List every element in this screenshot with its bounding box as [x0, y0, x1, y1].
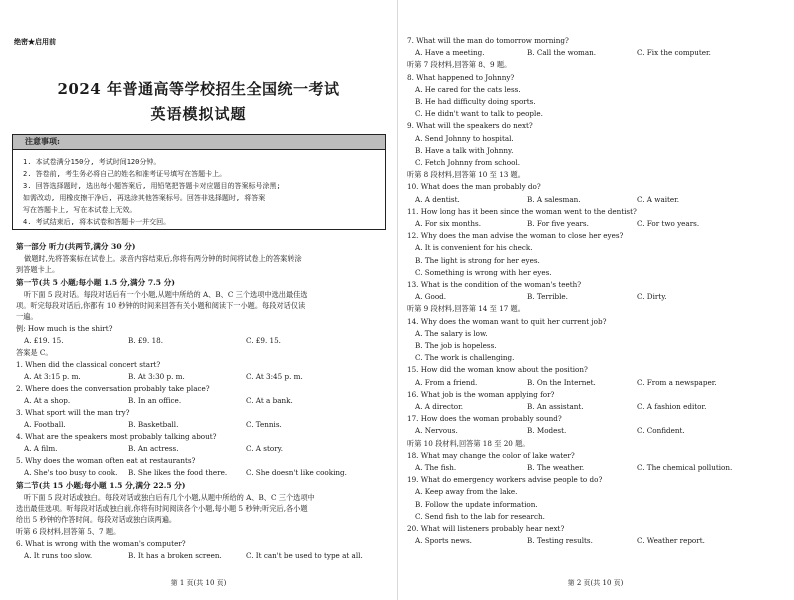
option-b: B. Terrible.	[527, 292, 568, 302]
option-c: C. Confident.	[637, 426, 685, 436]
option-c: C. For two years.	[637, 219, 700, 228]
example-answer: 答案是 C。	[16, 348, 53, 357]
exam-subtitle: 英语模拟试题	[150, 105, 247, 123]
question-1: 1. When did the classical concert start?	[16, 360, 161, 369]
option-b: B. On the Internet.	[527, 377, 596, 387]
option-a: A. A dentist.	[415, 194, 460, 204]
question: 20. What will listeners probably hear next?	[407, 524, 565, 533]
notice-box	[12, 134, 386, 230]
example-question: 例: How much is the shirt?	[16, 324, 113, 333]
option-b: B. For five years.	[527, 219, 589, 228]
section2-intro-line: 听下面 5 段对话或独白。每段对话或独白后有几个小题,从题中所给的 A、B、C 三个选项中	[24, 493, 315, 502]
question-2: 2. Where does the conversation probably take place?	[16, 384, 210, 393]
q4-option-b: B. An actress.	[128, 444, 179, 453]
notice-title: 注意事项:	[25, 136, 60, 146]
option-a: A. The fish.	[415, 463, 457, 472]
option-a: A. For six months.	[415, 219, 481, 228]
section1-intro-line: 一遍。	[16, 312, 38, 321]
exam-title: 2024 年普通高等学校招生全国统一考试	[57, 80, 340, 98]
answer-option: C. He didn't want to talk to people.	[415, 109, 543, 119]
option-c: C. Weather report.	[637, 536, 705, 546]
option-c: C. Dirty.	[637, 292, 667, 302]
question-6: 6. What is wrong with the woman's computer?	[16, 539, 186, 548]
answer-option: C. Send fish to the lab for research.	[415, 511, 545, 521]
q1-option-a: A. At 3:15 p. m.	[24, 372, 81, 381]
answer-option: B. The job is hopeless.	[415, 341, 497, 350]
q2-option-a: A. At a shop.	[24, 396, 71, 405]
page-footer: 第 1 页(共 10 页)	[170, 579, 227, 587]
option-b: B. A salesman.	[527, 194, 581, 204]
answer-option: B. Have a talk with Johnny.	[415, 145, 514, 155]
q3-option-a: A. Football.	[24, 420, 66, 429]
listening-note: 听第 8 段材料,回答第 10 至 13 题。	[407, 170, 525, 180]
section2-note: 听第 6 段材料,回答第 5、7 题。	[16, 527, 121, 536]
section2-title: 第二节(共 15 小题;每小题 1.5 分,满分 22.5 分)	[16, 481, 186, 490]
page-footer: 第 2 页(共 10 页)	[567, 579, 624, 587]
q1-option-b: B. At 3:30 p. m.	[128, 372, 185, 381]
option-a: A. A director.	[415, 402, 463, 411]
question: 17. How does the woman probably sound?	[407, 414, 562, 424]
q3-option-c: C. Tennis.	[246, 420, 282, 429]
question-4: 4. What are the speakers most probably talking about?	[16, 432, 217, 441]
option-b: B. Call the woman.	[527, 48, 597, 58]
option-a: A. From a friend.	[415, 377, 478, 387]
question: 15. How did the woman know about the position?	[407, 365, 588, 375]
q2-option-c: C. At a bank.	[246, 396, 293, 405]
question: 11. How long has it been since the woman went to the dentist?	[407, 206, 637, 216]
question: 12. Why does the man advise the woman to close her eyes?	[407, 231, 624, 241]
section1-intro-line: 听下面 5 段对话。每段对话后有一个小题,从题中所给的 A、B、C 三个选项中选出最佳选	[24, 290, 308, 299]
q2-option-b: B. In an office.	[128, 396, 182, 405]
question: 19. What do emergency workers advise people to do?	[407, 475, 603, 485]
option-a: A. Good.	[415, 292, 447, 302]
right-page	[397, 0, 794, 600]
question: 14. Why does the woman want to quit her current job?	[407, 316, 607, 326]
q5-option-b: B. She likes the food there.	[128, 468, 228, 477]
option-a: A. Nervous.	[415, 426, 458, 436]
notice-item: 1. 本试卷满分150分, 考试时间120分钟。	[23, 158, 161, 166]
answer-option: A. It is convenient for his check.	[415, 243, 533, 253]
question-3: 3. What sport will the man try?	[16, 408, 130, 417]
listening-note: 听第 7 段材料,回答第 8、9 题。	[407, 60, 512, 70]
q6-option-c: C. It can't be used to type at all.	[246, 551, 363, 560]
notice-header	[13, 135, 385, 150]
q3-option-b: B. Basketball.	[128, 420, 179, 429]
option-a: A. Sports news.	[415, 536, 472, 546]
q1-option-c: C. At 3:45 p. m.	[246, 372, 303, 381]
question: 8. What happened to Johnny?	[407, 72, 515, 82]
example-option-a: A. £19. 15.	[24, 336, 64, 345]
option-b: B. Modest.	[527, 426, 567, 436]
option-c: C. A fashion editor.	[637, 402, 707, 411]
part1-title: 第一部分 听力(共两节,满分 30 分)	[16, 242, 136, 251]
q5-option-c: C. She doesn't like cooking.	[246, 468, 347, 477]
answer-option: B. The light is strong for her eyes.	[415, 255, 540, 265]
answer-option: C. The work is challenging.	[415, 353, 515, 363]
notice-item: 2. 答卷前, 考生务必将自己的姓名和准考证号填写在答题卡上。	[23, 170, 227, 178]
option-c: C. Fix the computer.	[637, 48, 711, 58]
example-option-b: B. £9. 18.	[128, 336, 163, 345]
question: 13. What is the condition of the woman's teeth?	[407, 280, 582, 289]
option-a: A. Have a meeting.	[415, 48, 485, 58]
option-b: B. The weather.	[527, 463, 585, 472]
answer-option: C. Something is wrong with her eyes.	[415, 267, 552, 277]
question: 9. What will the speakers do next?	[407, 121, 533, 131]
answer-option: A. He cared for the cats less.	[415, 84, 521, 94]
notice-item: 3. 回答选择题时, 选出每小题答案后, 用铅笔把答题卡对应题目的答案标号涂黑;	[23, 182, 281, 190]
option-b: B. An assistant.	[527, 402, 584, 411]
example-option-c: C. £9. 15.	[246, 336, 281, 345]
section1-title: 第一节(共 5 小题;每小题 1.5 分,满分 7.5 分)	[16, 278, 175, 287]
part1-intro-line: 到答题卡上。	[16, 265, 60, 274]
section2-intro-line: 给出 5 秒钟的作答时间。每段对话或独白读两遍。	[16, 515, 177, 524]
question: 18. What may change the color of lake water?	[407, 450, 575, 460]
q6-option-a: A. It runs too slow.	[24, 551, 93, 560]
notice-item: 4. 考试结束后, 将本试卷和答题卡一并交回。	[23, 218, 171, 226]
section2-intro-line: 选出最佳选项。听每段对话或独白前,你将有时间阅读各个小题,每小题 5 秒钟;听完后,各小题	[16, 504, 308, 513]
answer-option: C. Fetch Johnny from school.	[415, 158, 521, 167]
question-5: 5. Why does the woman often eat at restaurants?	[16, 456, 196, 465]
question: 16. What job is the woman applying for?	[407, 389, 555, 399]
listening-note: 听第 10 段材料,回答第 18 至 20 题。	[407, 438, 530, 448]
q4-option-a: A. A film.	[24, 444, 58, 453]
question: 7. What will the man do tomorrow morning?	[407, 36, 569, 45]
answer-option: B. Follow the update information.	[415, 499, 538, 509]
answer-option: A. Keep away from the lake.	[415, 487, 518, 497]
section1-intro-line: 项。听完每段对话后,你都有 10 秒钟的时间来回答有关小题和阅读下一小题。每段对话仅读	[16, 301, 306, 310]
notice-item: 写在答题卡上, 写在本试卷上无效。	[23, 206, 137, 214]
confidential-label: 绝密★启用前	[14, 37, 56, 46]
q5-option-a: A. She's too busy to cook.	[24, 468, 118, 477]
listening-note: 听第 9 段材料,回答第 14 至 17 题。	[407, 304, 525, 314]
question: 10. What does the man probably do?	[407, 182, 541, 192]
answer-option: A. The salary is low.	[415, 328, 488, 338]
option-c: C. The chemical pollution.	[637, 463, 733, 472]
option-b: B. Testing results.	[527, 536, 593, 546]
answer-option: B. He had difficulty doing sports.	[415, 97, 536, 106]
q6-option-b: B. It has a broken screen.	[128, 551, 222, 560]
part1-intro-line: 做题时,先将答案标在试卷上。录音内容结束后,你将有两分钟的时间将试卷上的答案转涂	[24, 254, 302, 263]
option-c: C. From a newspaper.	[637, 377, 717, 387]
option-c: C. A waiter.	[637, 194, 680, 204]
notice-item: 如需改动, 用橡皮擦干净后, 再选涂其他答案标号。回答非选择题时, 将答案	[23, 194, 266, 202]
q4-option-c: C. A story.	[246, 444, 284, 453]
answer-option: A. Send Johnny to hospital.	[415, 133, 514, 143]
